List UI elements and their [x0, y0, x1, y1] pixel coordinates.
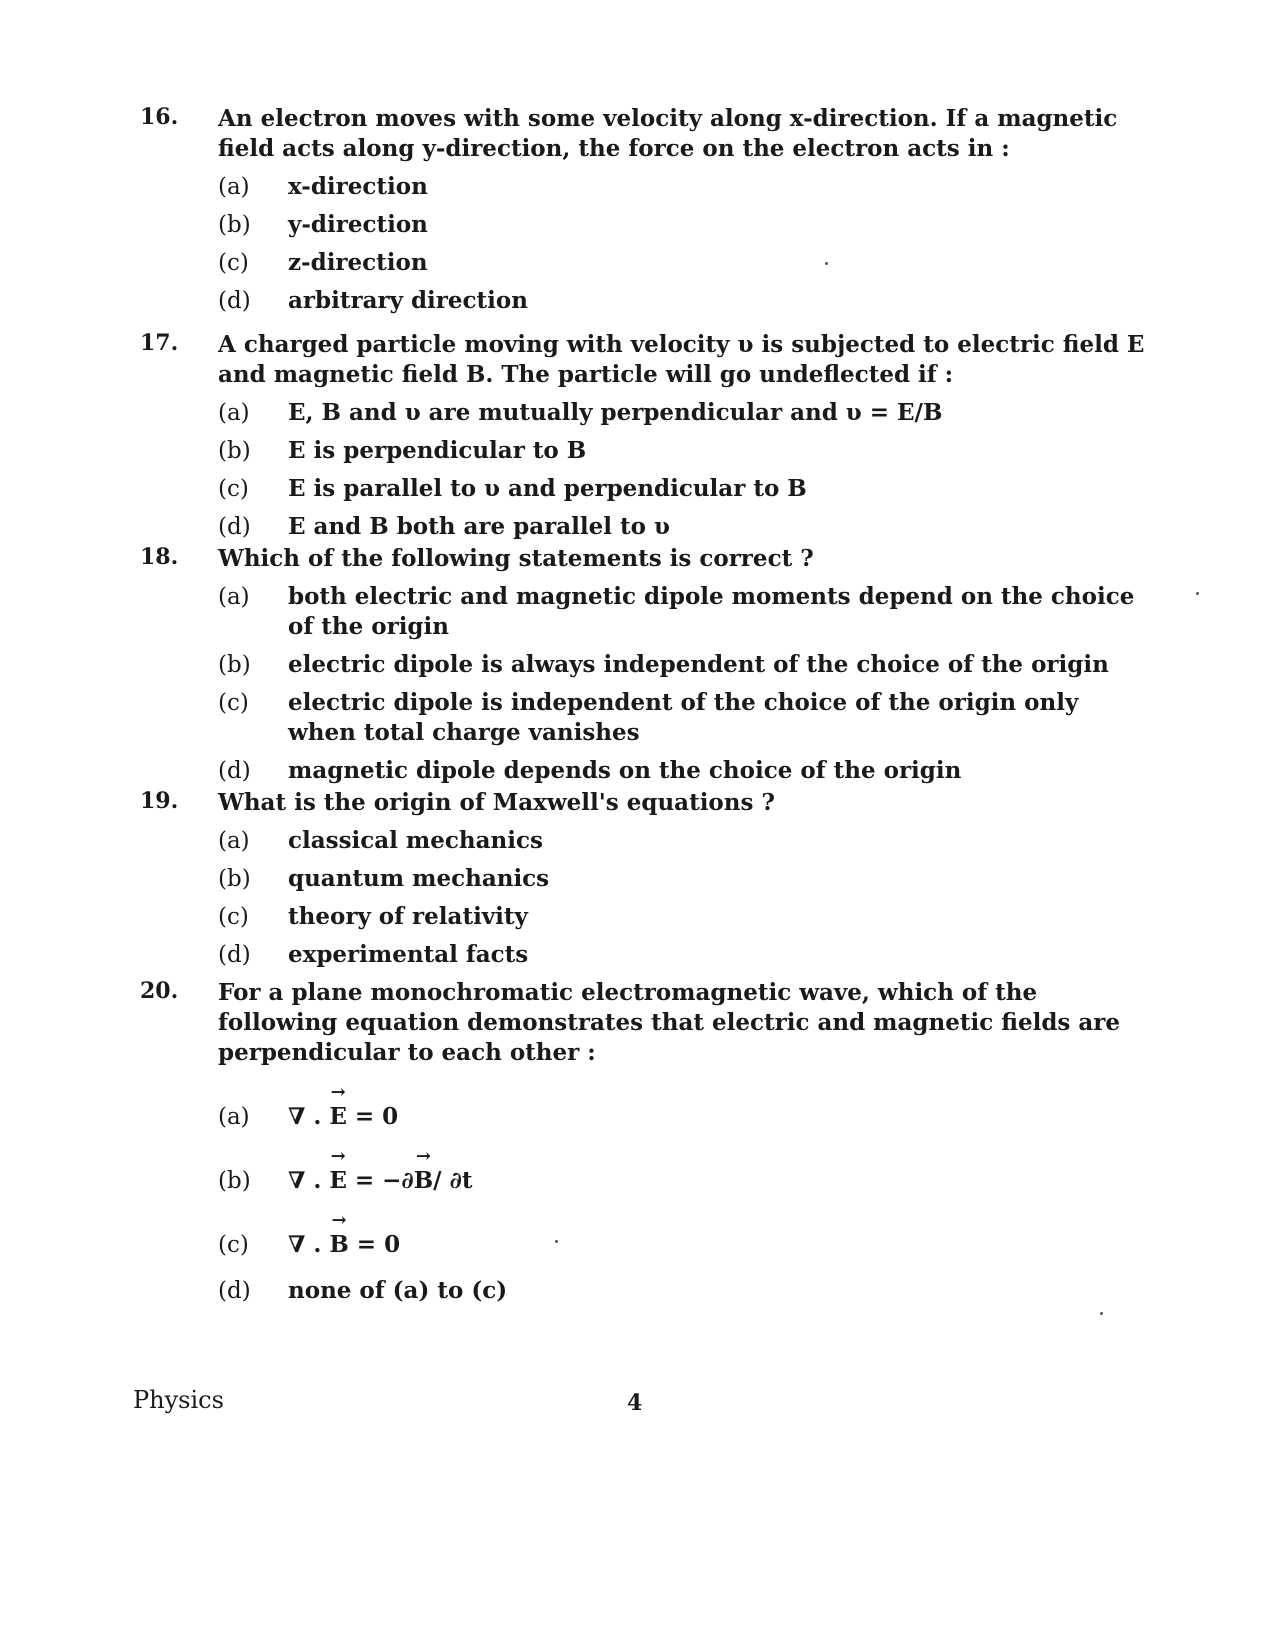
- question-16: [140, 104, 1150, 316]
- question-number: 19.: [140, 788, 179, 814]
- option-d: [218, 286, 1150, 316]
- option-label: (d): [218, 758, 251, 784]
- option-d: [218, 512, 1150, 542]
- option-text: none of (a) to (c): [288, 1277, 508, 1304]
- question-17: [140, 330, 1150, 542]
- option-label: (d): [218, 288, 251, 314]
- option-c: [218, 902, 1150, 932]
- footer-subject: Physics: [133, 1386, 224, 1414]
- option-label: (a): [218, 174, 250, 200]
- option-text: both electric and magnetic dipole moments depend on the choice of the origin: [288, 583, 1135, 640]
- question-number: 20.: [140, 978, 179, 1004]
- option-text: E is perpendicular to B: [288, 437, 587, 464]
- option-text: quantum mechanics: [288, 865, 550, 892]
- option-text: y-direction: [288, 211, 428, 238]
- option-label: (c): [218, 690, 249, 716]
- option-d: [218, 940, 1150, 970]
- scan-speck: [555, 1240, 558, 1243]
- option-label: (a): [218, 584, 250, 610]
- option-label: (a): [218, 1104, 250, 1130]
- question-text: What is the origin of Maxwell's equations ?: [218, 789, 775, 816]
- option-text: theory of relativity: [288, 903, 528, 930]
- scan-speck: [1196, 592, 1199, 595]
- option-formula: [288, 1166, 1150, 1196]
- option-label: (d): [218, 942, 251, 968]
- page-number: 4: [627, 1390, 643, 1416]
- option-b: [218, 1166, 1150, 1196]
- option-label: (a): [218, 828, 250, 854]
- formula-part: ∇ .: [288, 1167, 330, 1194]
- option-text: E, B and υ are mutually perpendicular and υ = E/B: [288, 399, 943, 426]
- scan-speck: [1100, 1312, 1103, 1315]
- option-b: [218, 650, 1150, 680]
- option-a: [218, 172, 1150, 202]
- option-text: E is parallel to υ and perpendicular to B: [288, 475, 807, 502]
- option-label: (c): [218, 476, 249, 502]
- question-number: 17.: [140, 330, 179, 356]
- option-a: [218, 1102, 1150, 1132]
- option-label: (a): [218, 400, 250, 426]
- option-label: (c): [218, 1232, 249, 1258]
- vector-e: → E: [329, 1102, 347, 1132]
- option-text: x-direction: [288, 173, 428, 200]
- question-text: Which of the following statements is correct ?: [218, 545, 814, 572]
- option-label: (b): [218, 652, 251, 678]
- option-formula: [288, 1102, 1150, 1132]
- option-label: (c): [218, 904, 249, 930]
- question-19: [140, 788, 1150, 970]
- option-label: (b): [218, 1168, 251, 1194]
- formula-part: = 0: [346, 1103, 399, 1130]
- question-text: An electron moves with some velocity along x-direction. If a magnetic field acts along y-direction, the force on the electron acts in :: [218, 105, 1118, 162]
- question-20: [140, 978, 1150, 1306]
- option-a: [218, 582, 1150, 642]
- question-number: 16.: [140, 104, 179, 130]
- option-formula: [288, 1230, 1150, 1260]
- formula-part: = −∂: [346, 1167, 414, 1194]
- option-text: magnetic dipole depends on the choice of the origin: [288, 757, 962, 784]
- option-text: classical mechanics: [288, 827, 543, 854]
- option-text: E and B both are parallel to υ: [288, 513, 670, 540]
- formula-part: = 0: [348, 1231, 401, 1258]
- option-a: [218, 398, 1150, 428]
- vector-b: → B: [329, 1230, 348, 1260]
- question-number: 18.: [140, 544, 179, 570]
- question-18: [140, 544, 1150, 786]
- option-a: [218, 826, 1150, 856]
- option-label: (d): [218, 514, 251, 540]
- option-b: [218, 210, 1150, 240]
- vector-e: → E: [329, 1166, 347, 1196]
- option-text: experimental facts: [288, 941, 529, 968]
- option-text: electric dipole is always independent of the choice of the origin: [288, 651, 1109, 678]
- option-c: [218, 688, 1150, 748]
- option-text: z-direction: [288, 249, 428, 276]
- option-label: (b): [218, 438, 251, 464]
- scan-speck: [825, 262, 828, 265]
- question-text: A charged particle moving with velocity υ is subjected to electric field E and magnetic field B. The particle will go undeflected if :: [218, 331, 1145, 388]
- option-label: (b): [218, 212, 251, 238]
- option-c: [218, 1230, 1150, 1260]
- formula-part: ∇ .: [288, 1103, 330, 1130]
- option-text: electric dipole is independent of the choice of the origin only when total charge vanishes: [288, 689, 1079, 746]
- option-b: [218, 436, 1150, 466]
- option-b: [218, 864, 1150, 894]
- option-label: (d): [218, 1278, 251, 1304]
- option-d: [218, 756, 1150, 786]
- question-text: For a plane monochromatic electromagnetic wave, which of the following equation demonstrates that electric and magnetic fields are perpendicular to each other :: [218, 979, 1121, 1066]
- option-c: [218, 248, 1150, 278]
- formula-part: ∇ .: [288, 1231, 330, 1258]
- formula-part: / ∂t: [433, 1167, 473, 1194]
- option-c: [218, 474, 1150, 504]
- option-text: arbitrary direction: [288, 287, 528, 314]
- option-d: [218, 1276, 1150, 1306]
- vector-b: → B: [414, 1166, 433, 1196]
- option-label: (c): [218, 250, 249, 276]
- option-label: (b): [218, 866, 251, 892]
